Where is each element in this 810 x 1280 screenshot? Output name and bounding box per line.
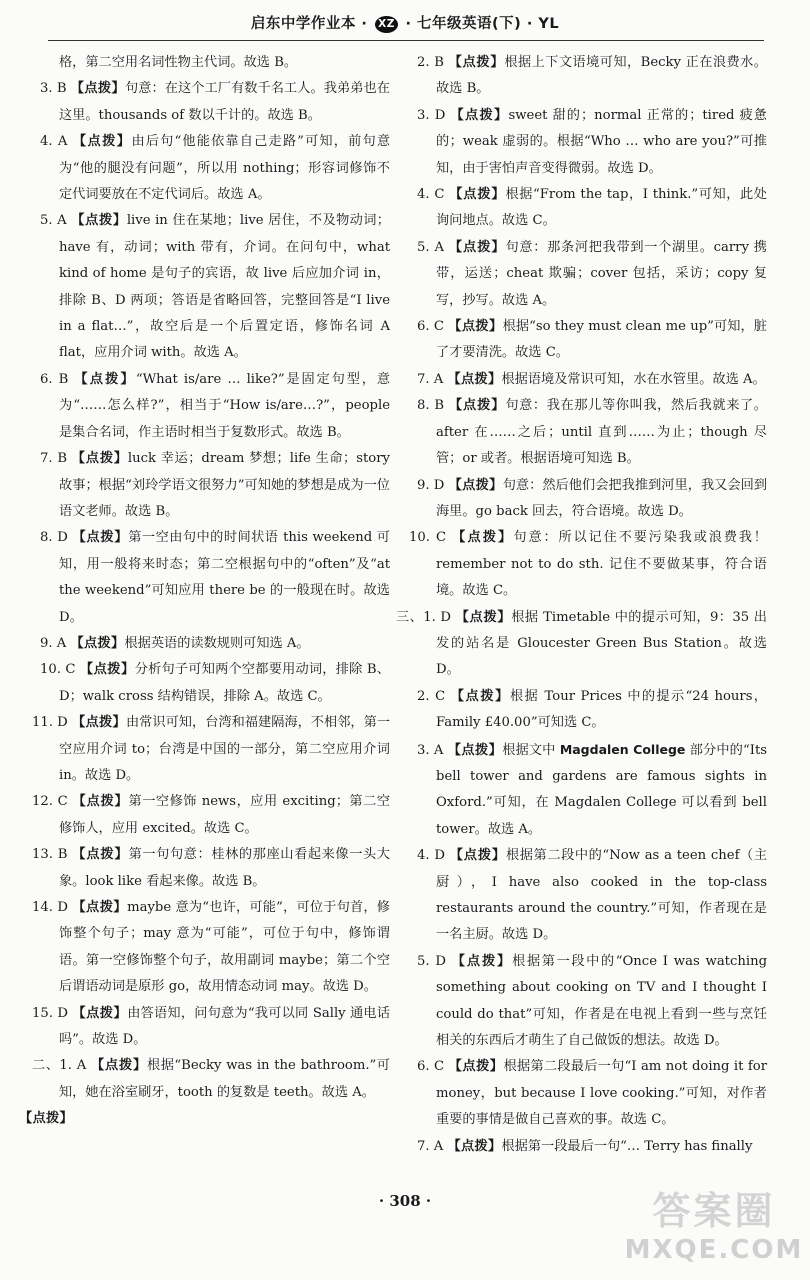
answer-item: 3. B 【点拨】句意：在这个工厂有数千名工人。我弟弟也在这里。thousands of 数以千计的。故选 B。 bbox=[40, 81, 390, 123]
hint-tag: 【点拨】 bbox=[451, 953, 513, 969]
answer-item: 8. D 【点拨】第一空由句中的时间状语 this weekend 可知，用一般将来时态；第二空根据句中的“often”及“at the weekend”可知应用 there be 的一般现在时。故选 D。 bbox=[40, 530, 390, 625]
answer-item: 7. A 【点拨】根据语境及常识可知，水在水管里。故选 A。 bbox=[417, 371, 766, 387]
hint-tag: 【点拨】 bbox=[447, 1138, 502, 1154]
answer-item: 二、1. A 【点拨】根据“Becky was in the bathroom.”可知，她在浴室刷牙，tooth 的复数是 teeth。故选 A。 bbox=[32, 1058, 390, 1100]
answer-item: 6. C 【点拨】根据第二段最后一句“I am not doing it for money，but because I love cooking.”可知，对作者重要的事情是做自己喜欢的事。故选 C。 bbox=[417, 1059, 768, 1128]
answer-item: 3. A 【点拨】根据文中 Magdalen College 部分中的“Its bell tower and gardens are famous sights in Oxford.”可知，在 Magdalen College 可以看到 bell tower。故选 A。 bbox=[417, 741, 768, 837]
hint-tag: 【点拨】 bbox=[72, 134, 132, 150]
hint-tag: 【点拨】 bbox=[449, 848, 507, 864]
hint-tag: 【点拨】 bbox=[72, 900, 128, 915]
answer-item: 14. D 【点拨】maybe 意为“也许，可能”，可位于句首，修饰整个句子；may 意为“可能”，可位于句中，修饰谓语。第一空修饰整个句子，故用副词 maybe；第二个空后谓语动词是原形 go，故用情态动词 may。故选 D。 bbox=[32, 900, 390, 995]
left-column bbox=[19, 50, 391, 1133]
hint-tag: 【点拨】 bbox=[448, 239, 506, 255]
hint-tag: 【点拨】 bbox=[448, 55, 505, 70]
hint-tag: 【点拨】 bbox=[71, 715, 126, 731]
hint-tag: 【点拨】 bbox=[447, 371, 502, 387]
answer-item: 10. C 【点拨】句意：所以记住不要污染我或浪费我！remember not to do sth. 记住不要做某事，符合语境。故选 C。 bbox=[409, 530, 767, 599]
answer-item: 4. A 【点拨】由后句“他能依靠自己走路”可知，前句意为“他的腿没有问题”，所以用 nothing；形容词修饰不定代词要放在不定代词后。故选 A。 bbox=[40, 134, 391, 203]
right-column bbox=[396, 50, 768, 1160]
answer-item: 5. D 【点拨】根据第一段中的“Once I was watching something about cooking on TV and I thought I could do that”可知，作者是在电视上看到一些与烹饪相关的东西后才萌生了自己做饭的想法。故选 D。 bbox=[417, 953, 768, 1049]
hint-tag: 【点拨】 bbox=[79, 662, 135, 678]
hint-tag: 【点拨】 bbox=[90, 1058, 147, 1074]
answer-item: 2. C 【点拨】根据 Tour Prices 中的提示“24 hours，Family £40.00”可知选 C。 bbox=[417, 688, 767, 731]
hint-tag: 【点拨】 bbox=[447, 742, 503, 758]
answer-item: 3. D 【点拨】sweet 甜的；normal 正常的；tired 疲惫的；weak 虚弱的。根据“Who … who are you?”可推知，由于害怕声音变得微弱。故选 D。 bbox=[417, 107, 767, 176]
answer-item: 9. A 【点拨】根据英语的读数规则可知选 A。 bbox=[40, 635, 310, 651]
answer-item: 11. D 【点拨】由常识可知，台湾和福建隔海，不相邻，第一空应用介词 to；台湾是中国的一部分，第二空应用介词 in。故选 D。 bbox=[32, 715, 391, 783]
hint-tag: 【点拨】 bbox=[452, 530, 514, 546]
hint-tag: 【点拨】 bbox=[70, 635, 125, 651]
hint-tag: 【点拨】 bbox=[19, 1111, 73, 1127]
hint-tag: 【点拨】 bbox=[71, 213, 127, 229]
header-rule bbox=[48, 40, 764, 41]
answer-item: 10. C 【点拨】分析句子可知两个空都要用动词，排除 B、D；walk cross 结构错误，排除 A。故选 C。 bbox=[40, 662, 390, 704]
hint-tag: 【点拨】 bbox=[450, 107, 509, 123]
answer-item: 2. B 【点拨】根据上下文语境可知，Becky 正在浪费水。故选 B。 bbox=[417, 55, 767, 97]
header-book-title: 启东中学作业本 · bbox=[250, 16, 373, 32]
answer-item: 7. B 【点拨】luck 幸运；dream 梦想；life 生命；story 故事；根据“刘玲学语文很努力”可知她的梦想是成为一位语文老师。故选 B。 bbox=[40, 451, 391, 519]
answer-item: 5. A 【点拨】live in 住在某地；live 居住，不及物动词；have 有，动词；with 带有，介词。在问句中，what kind of home 是句子的宾语，故 live 后应加介词 in，排除 B、D 两项；答语是省略回答，完整回答是“I live in a flat…”，故空后是一个后置定语，修饰名词 A flat，应用介词 with。故选 A。 bbox=[40, 213, 390, 361]
hint-tag: 【点拨】 bbox=[70, 81, 126, 97]
answer-item: 4. D 【点拨】根据第二段中的“Now as a teen chef（主厨），I have also cooked in the top-class restaurants around the country.”可知，作者现在是一名主厨。故选 D。 bbox=[417, 848, 768, 943]
answer-item: 7. A 【点拨】根据第一段最后一句“… Terry has finally bbox=[417, 1138, 753, 1154]
answer-item: 6. C 【点拨】根据“so they must clean me up”可知，脏了才要清洗。故选 C。 bbox=[417, 319, 767, 361]
hint-tag: 【点拨】 bbox=[448, 477, 503, 493]
header-grade-subject: · 七年级英语(下) · YL bbox=[399, 16, 560, 32]
hint-tag: 【点拨】 bbox=[450, 688, 510, 704]
hint-tag: 【点拨】 bbox=[72, 847, 129, 863]
answer-item: 8. B 【点拨】句意：我在那儿等你叫我，然后我就来了。after 在……之后；until 直到……为止；though 尽管；or 或者。根据语境可知选 B。 bbox=[417, 398, 767, 467]
answer-item: 12. C 【点拨】第一空修饰 news，应用 exciting；第二空修饰人，应用 excited。故选 C。 bbox=[32, 794, 390, 836]
hint-tag: 【点拨】 bbox=[71, 451, 128, 467]
watermark-url: MXQE.COM bbox=[624, 1235, 804, 1265]
hint-tag: 【点拨】 bbox=[72, 1005, 128, 1021]
page-number: · 308 · bbox=[378, 1192, 432, 1210]
answer-item bbox=[19, 1106, 390, 1132]
hint-tag: 【点拨】 bbox=[448, 319, 503, 335]
answer-item: 9. D 【点拨】句意：然后他们会把我推到河里，我又会回到海里。go back 回去，符合语境。故选 D。 bbox=[417, 477, 768, 519]
site-watermark bbox=[624, 1188, 804, 1276]
hint-tag: 【点拨】 bbox=[449, 187, 506, 203]
answer-item: 格，第二空用名词性物主代词。故选 B。 bbox=[59, 55, 298, 70]
hint-tag: 【点拨】 bbox=[455, 609, 512, 625]
bold-section-name: Magdalen College bbox=[559, 741, 686, 757]
watermark-logo-text: 答案圈 bbox=[652, 1189, 776, 1233]
answer-item: 6. B 【点拨】“What is/are … like?”是固定句型，意为“……怎么样?”，相当于“How is/are…?”，people 是集合名词，作主语时相当于复数形式。故选 B。 bbox=[40, 371, 391, 440]
section-label: 三、1. D bbox=[396, 609, 456, 625]
hint-tag: 【点拨】 bbox=[448, 1059, 504, 1075]
answer-item: 三、1. D 【点拨】根据 Timetable 中的提示可知，9：35 出发的站名是 Gloucester Green Bus Station。故选 D。 bbox=[396, 609, 767, 678]
hint-tag: 【点拨】 bbox=[448, 398, 506, 414]
hint-tag: 【点拨】 bbox=[72, 794, 129, 810]
answer-item: 13. B 【点拨】第一句句意：桂林的那座山看起来像一头大象。look like 看起来像。故选 B。 bbox=[32, 847, 390, 889]
hint-tag: 【点拨】 bbox=[74, 371, 136, 387]
hint-tag: 【点拨】 bbox=[72, 530, 129, 546]
answer-item: 15. D 【点拨】由答语知，问句意为“我可以同 Sally 通电话吗”。故选 D。 bbox=[32, 1005, 391, 1048]
answer-item: 4. C 【点拨】根据“From the tap，I think.”可知，此处询问地点。故选 C。 bbox=[417, 187, 767, 229]
edition-badge: XZ bbox=[375, 16, 398, 33]
answer-item: 5. A 【点拨】句意：那条河把我带到一个湖里。carry 携带，运送；cheat 欺骗；cover 包括，采访；copy 复写，抄写。故选 A。 bbox=[417, 239, 767, 308]
running-header bbox=[0, 12, 810, 33]
